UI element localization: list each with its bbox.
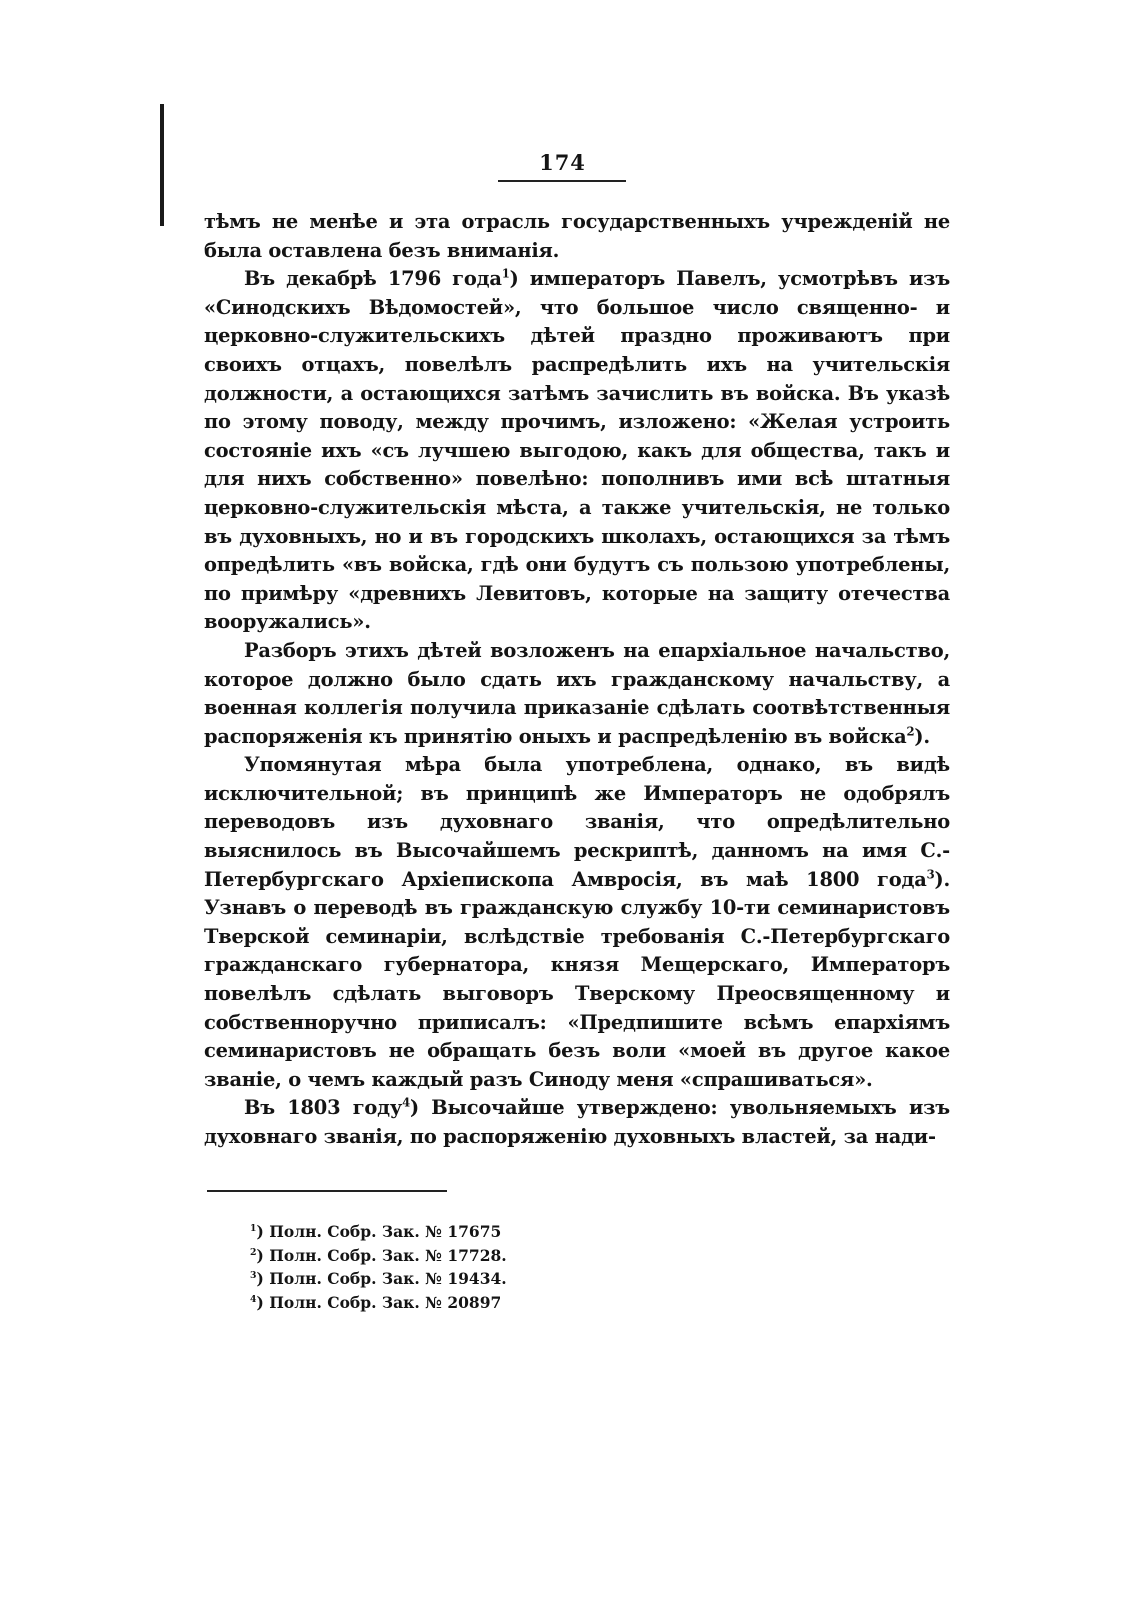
- footnote-text: ) Полн. Собр. Зак. № 20897: [256, 1292, 502, 1312]
- footnote-marker: 3: [250, 1269, 257, 1281]
- footnote-marker: 4: [250, 1293, 257, 1305]
- paragraph-text: ) Высочайше утверждено: увольняемыхъ изъ духовнаго званія, по распоряженію духовныхъ властей, за нади-: [204, 1096, 950, 1148]
- paragraph: [204, 751, 950, 1094]
- paragraph: [204, 637, 950, 751]
- footnote-text: ) Полн. Собр. Зак. № 17728.: [256, 1245, 507, 1265]
- footnote: [250, 1291, 650, 1315]
- footnote: [250, 1244, 650, 1268]
- paragraph: [204, 265, 950, 637]
- footnote-marker: 1: [250, 1222, 257, 1234]
- paragraph-text: Разборъ этихъ дѣтей возложенъ на епархіальное начальство, которое должно было сдать ихъ гражданскому начальству, а военная коллегія получила приказаніе сдѣлать соотвѣтственныя распоряженія къ принятію оныхъ и распредѣленію въ войска: [204, 638, 950, 748]
- body-text: [204, 208, 950, 1152]
- footnote-divider: [207, 1190, 447, 1192]
- footnote: [250, 1220, 650, 1244]
- footnote-reference: 1: [501, 266, 510, 281]
- paragraph-text: Въ 1803 году: [244, 1096, 403, 1120]
- paragraph-text: Упомянутая мѣра была употреблена, однако, въ видѣ исключительной; въ принципѣ же Императоръ не одобрялъ переводовъ изъ духовнаго званія, что опредѣлительно выяснилось въ Высочайшемъ рескриптѣ, данномъ на имя С.-Петербургскаго Архіепископа Амвросія, въ маѣ 1800 года: [204, 753, 950, 891]
- paragraph-text: тѣмъ не менѣе и эта отрасль государственныхъ учрежденій не была оставлена безъ вниманія.: [204, 210, 950, 262]
- footnote: [250, 1267, 650, 1291]
- page-number: 174: [539, 150, 586, 175]
- paragraph-text: ) императоръ Павелъ, усмотрѣвъ изъ «Синодскихъ Вѣдомостей», что большое число священно- и церковно-служительскихъ дѣтей праздно проживаютъ при своихъ отцахъ, повелѣлъ распредѣлить ихъ на учительскія должности, а остающихся затѣмъ зачислить въ войска. Въ указѣ по этому поводу, между прочимъ, изложено: «Желая устроить состояніе ихъ «съ лучшею выгодою, какъ для общества, такъ и для нихъ собственно» повелѣно: пополнивъ ими всѣ штатныя церковно-служительскія мѣста, а также учительскія, не только въ духовныхъ, но и въ городскихъ школахъ, остающихся за тѣмъ опредѣлить «въ войска, гдѣ они будутъ съ пользою употреблены, по примѣру «древнихъ Левитовъ, которые на защиту отечества вооружались».: [204, 267, 950, 634]
- page-number-rule: [498, 180, 626, 182]
- paragraph-text: ).: [914, 724, 930, 748]
- footnotes: [250, 1220, 650, 1314]
- footnote-text: ) Полн. Собр. Зак. № 17675: [256, 1222, 502, 1241]
- footnote-text: ) Полн. Собр. Зак. № 19434.: [256, 1269, 507, 1288]
- page-edge-mark: [160, 104, 164, 226]
- paragraph: [204, 1094, 950, 1151]
- footnote-reference: 2: [906, 724, 915, 739]
- footnote-reference: 3: [926, 867, 935, 882]
- paragraph-text: ). Узнавъ о переводѣ въ гражданскую службу 10-ти семинаристовъ Тверской семинаріи, вслѣдствіе требованія С.-Петербургскаго гражданскаго губернатора, князя Мещерскаго, Императоръ повелѣлъ сдѣлать выговоръ Тверскому Преосвященному и собственноручно приписалъ: «Предпишите всѣмъ епархіямъ семинаристовъ не обращать безъ воли «моей въ другое какое званіе, о чемъ каждый разъ Синоду меня «спрашиваться».: [204, 867, 950, 1091]
- footnote-marker: 2: [250, 1246, 257, 1258]
- paragraph-text: Въ декабрѣ 1796 года: [244, 267, 502, 291]
- paragraph: [204, 208, 950, 265]
- footnote-reference: 4: [402, 1095, 410, 1110]
